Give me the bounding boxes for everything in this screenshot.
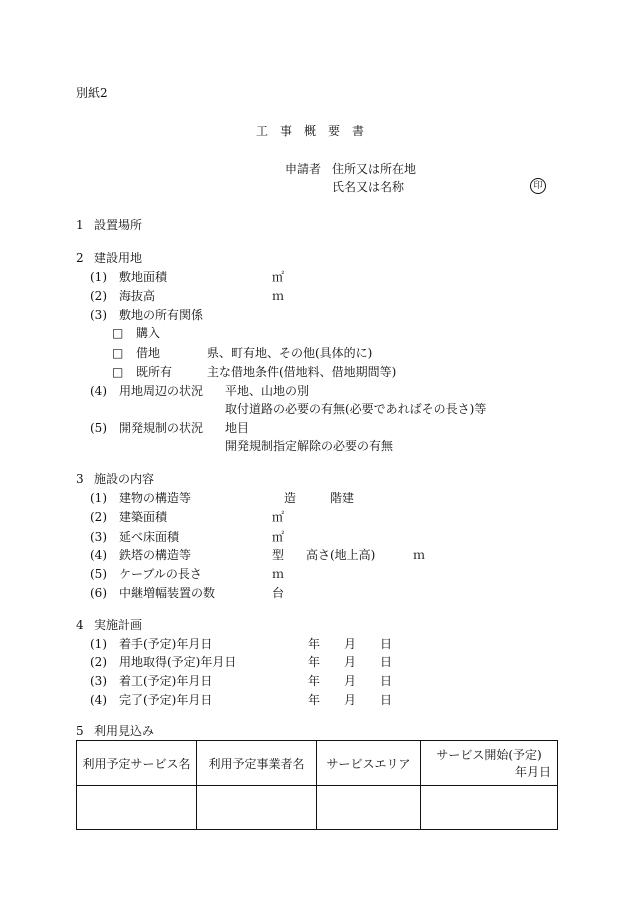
s2-item-label: 敷地面積 bbox=[119, 270, 168, 284]
s2-item-label: 開発規制の状況 bbox=[119, 421, 204, 435]
s4-item-label: 着手(予定)年月日 bbox=[119, 637, 213, 651]
day-label: 日 bbox=[380, 655, 393, 669]
seal-mark: 印 bbox=[530, 178, 546, 194]
s3-item-num: (3) bbox=[90, 530, 107, 544]
s3-item-value: 型 bbox=[272, 548, 285, 562]
ownership-label: 既所有 bbox=[136, 365, 173, 379]
s3-item-label: 鉄塔の構造等 bbox=[119, 548, 192, 562]
s3-item-label: 延べ床面積 bbox=[119, 530, 180, 544]
s4-item-label: 用地取得(予定)年月日 bbox=[119, 655, 237, 669]
table-header-row bbox=[77, 741, 558, 786]
development-line2: 開発規制指定解除の必要の有無 bbox=[225, 439, 394, 453]
s3-item-label: 中継増幅装置の数 bbox=[119, 586, 216, 600]
s4-item-label: 完了(予定)年月日 bbox=[119, 693, 213, 707]
attachment-label: 別紙2 bbox=[76, 86, 108, 100]
s4-item-num: (1) bbox=[90, 637, 107, 651]
s4-item-num: (3) bbox=[90, 674, 107, 688]
s3-item-value: 階建 bbox=[330, 491, 355, 505]
s1-num: 1 bbox=[76, 218, 84, 232]
year-label: 年 bbox=[308, 655, 321, 669]
table-cell[interactable] bbox=[77, 786, 197, 830]
table-cell[interactable] bbox=[421, 786, 558, 830]
s2-item-label: 用地周辺の状況 bbox=[119, 384, 204, 398]
checkbox-icon[interactable]: □ bbox=[112, 326, 124, 340]
s4-title: 実施計画 bbox=[94, 618, 143, 632]
s3-item-num: (4) bbox=[90, 548, 107, 562]
s4-item-label: 着工(予定)年月日 bbox=[119, 674, 213, 688]
ownership-note: 県、町有地、その他(具体的に) bbox=[207, 346, 373, 360]
document-title: 工 事 概 要 書 bbox=[256, 124, 365, 138]
ownership-label: 購入 bbox=[136, 326, 161, 340]
table-header-cell: サービスエリア bbox=[317, 741, 421, 786]
ownership-note: 主な借地条件(借地料、借地期間等) bbox=[207, 365, 397, 379]
s2-title: 建設用地 bbox=[94, 251, 143, 265]
checkbox-icon[interactable]: □ bbox=[112, 365, 124, 379]
s3-item-value: ㎡ bbox=[272, 510, 285, 524]
s3-item-num: (6) bbox=[90, 586, 107, 600]
s2-item-unit: ㎡ bbox=[272, 270, 285, 284]
s3-item-value: 高さ(地上高) bbox=[306, 548, 376, 562]
table-header-cell bbox=[421, 741, 558, 786]
s3-item-value: ｍ bbox=[272, 567, 285, 581]
s5-num: 5 bbox=[76, 724, 84, 738]
month-label: 月 bbox=[344, 655, 357, 669]
s3-item-value: ㎡ bbox=[272, 530, 285, 544]
s5-title: 利用見込み bbox=[94, 724, 155, 738]
s3-num: 3 bbox=[76, 472, 84, 486]
address-label: 住所又は所在地 bbox=[332, 162, 417, 176]
header-line2: 年月日 bbox=[514, 765, 551, 779]
s3-item-label: 建物の構造等 bbox=[119, 491, 192, 505]
s3-item-num: (2) bbox=[90, 510, 107, 524]
s2-item-num: (3) bbox=[90, 308, 107, 322]
table-row bbox=[77, 786, 558, 830]
table-cell[interactable] bbox=[317, 786, 421, 830]
table-header-cell: 利用予定サービス名 bbox=[77, 741, 197, 786]
s3-item-num: (1) bbox=[90, 491, 107, 505]
s3-item-num: (5) bbox=[90, 567, 107, 581]
checkbox-icon[interactable]: □ bbox=[112, 346, 124, 360]
s4-item-num: (4) bbox=[90, 693, 107, 707]
s4-num: 4 bbox=[76, 618, 84, 632]
name-label: 氏名又は名称 bbox=[332, 180, 405, 194]
year-label: 年 bbox=[308, 693, 321, 707]
day-label: 日 bbox=[380, 674, 393, 688]
day-label: 日 bbox=[380, 637, 393, 651]
s3-item-value: ｍ bbox=[413, 548, 426, 562]
s2-item-num: (4) bbox=[90, 384, 107, 398]
s2-item-num: (2) bbox=[90, 289, 107, 303]
table-header-cell: 利用予定事業者名 bbox=[197, 741, 317, 786]
month-label: 月 bbox=[344, 674, 357, 688]
s2-num: 2 bbox=[76, 251, 84, 265]
s2-item-label: 敷地の所有関係 bbox=[119, 308, 204, 322]
s3-item-label: ケーブルの長さ bbox=[119, 567, 202, 581]
s3-item-value: 台 bbox=[272, 586, 285, 600]
surroundings-line1: 平地、山地の別 bbox=[225, 384, 310, 398]
s2-item-num: (5) bbox=[90, 421, 107, 435]
year-label: 年 bbox=[308, 637, 321, 651]
usage-table bbox=[76, 740, 558, 830]
s3-item-value: 造 bbox=[284, 491, 297, 505]
header-line1: サービス開始(予定) bbox=[436, 748, 542, 762]
s2-item-unit: ｍ bbox=[272, 289, 285, 303]
s3-item-label: 建築面積 bbox=[119, 510, 168, 524]
applicant-label: 申請者 bbox=[285, 162, 322, 176]
development-line1: 地目 bbox=[225, 421, 250, 435]
s4-item-num: (2) bbox=[90, 655, 107, 669]
s2-item-label: 海抜高 bbox=[119, 289, 156, 303]
month-label: 月 bbox=[344, 637, 357, 651]
s3-title: 施設の内容 bbox=[94, 472, 155, 486]
s2-item-num: (1) bbox=[90, 270, 107, 284]
year-label: 年 bbox=[308, 674, 321, 688]
table-cell[interactable] bbox=[197, 786, 317, 830]
surroundings-line2: 取付道路の必要の有無(必要であればその長さ)等 bbox=[225, 402, 487, 416]
day-label: 日 bbox=[380, 693, 393, 707]
ownership-label: 借地 bbox=[136, 346, 161, 360]
s1-title: 設置場所 bbox=[94, 218, 143, 232]
month-label: 月 bbox=[344, 693, 357, 707]
